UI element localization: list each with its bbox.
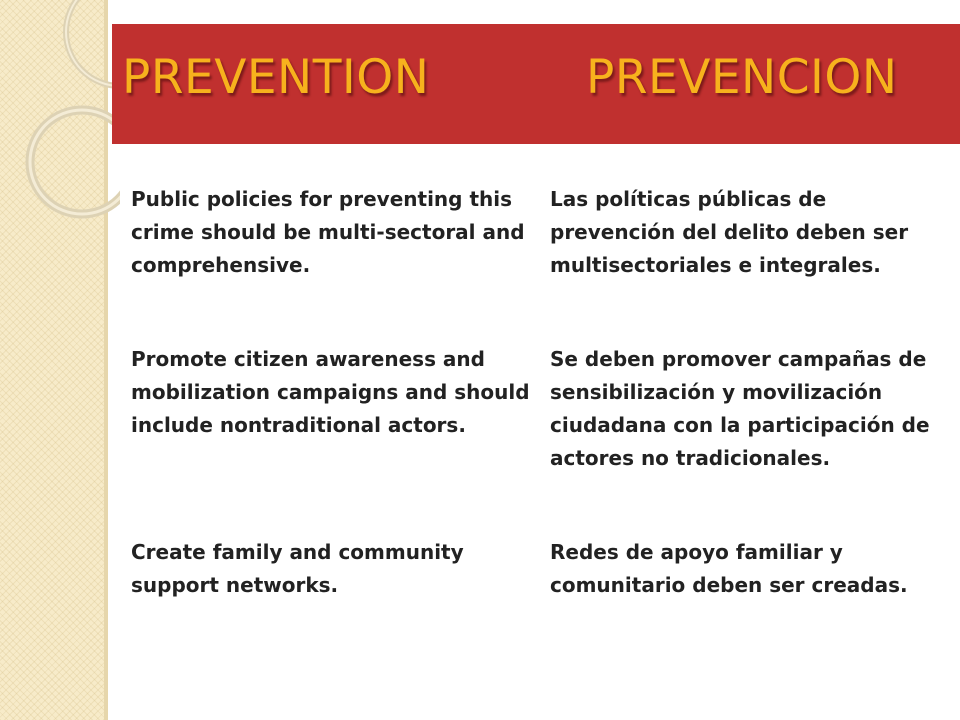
title-english: PREVENTION	[122, 50, 430, 105]
spanish-point-1: Las políticas públicas de prevención del delito deben ser multisectoriales e integrales.	[550, 187, 909, 277]
decorative-rings-icon	[0, 0, 120, 240]
title-spanish: PREVENCION	[586, 50, 898, 105]
english-point-1: Public policies for preventing this crime should be multi-sectoral and comprehensive.	[131, 187, 525, 277]
spanish-point-2: Se deben promover campañas de sensibilización y movilización ciudadana con la participación de actores no tradicionales.	[550, 347, 930, 470]
spanish-point-3: Redes de apoyo familiar y comunitario deben ser creadas.	[550, 540, 908, 597]
english-point-3: Create family and community support networks.	[131, 540, 464, 597]
english-point-2: Promote citizen awareness and mobilization campaigns and should include nontraditional actors.	[131, 347, 530, 437]
